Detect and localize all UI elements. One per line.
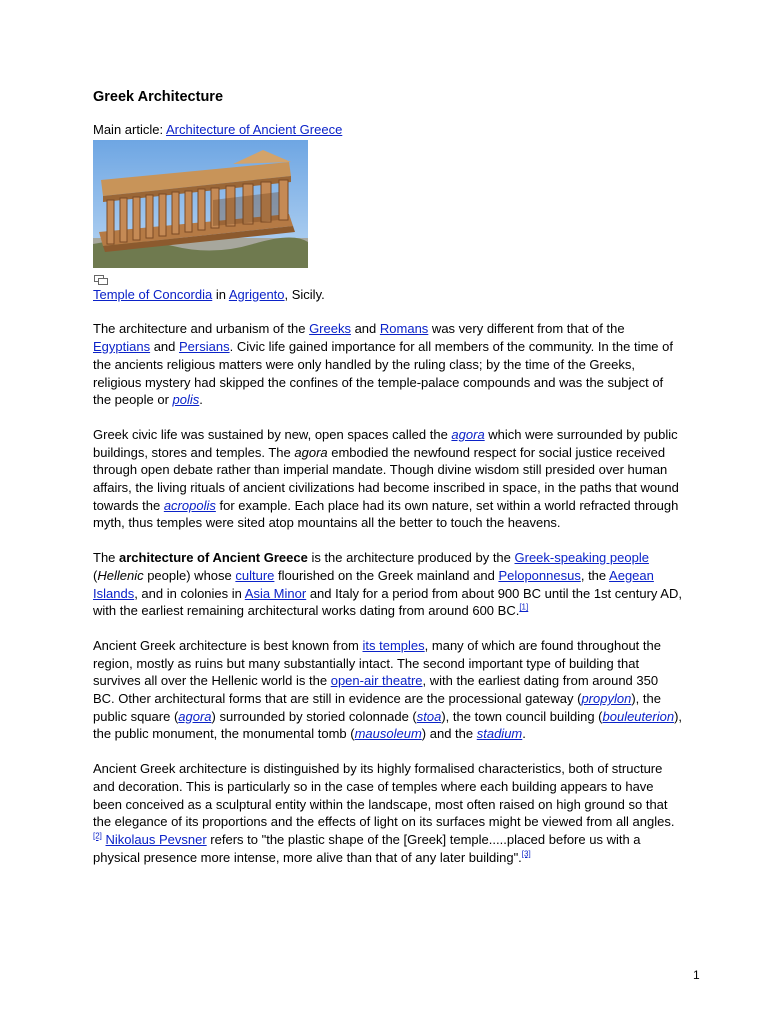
asia-minor-link[interactable]: Asia Minor: [244, 585, 307, 601]
agrigento-link[interactable]: Agrigento: [228, 286, 285, 302]
text-run: , with the earliest dating from around 350 BC. Other architectural forms that are still in evidence are the processional gateway (: [93, 673, 659, 707]
bouleuterion-link[interactable]: bouleuterion: [602, 708, 675, 724]
text-run: for example. Each place had its own nature, set within a world refracted through myth, thus temples were sited atop mountains all the better to touch the heavens.: [93, 497, 679, 531]
main-article-link[interactable]: Architecture of Ancient Greece: [165, 122, 343, 137]
text-run: which were surrounded by public buildings, stores and temples. The: [93, 426, 678, 460]
text-run: embodied the newfound respect for social justice received through open debate rather than imperial mandate. Though divine wisdom still presided over human affairs, the living rituals of ancient civilizations had become inscribed in space, in the paths that wound towards the: [93, 444, 679, 513]
text-run: .: [522, 726, 526, 742]
image-caption: [93, 286, 683, 304]
text-run: people) whose: [143, 567, 236, 583]
page-number: 1: [693, 968, 700, 982]
text-run: and Italy for a period from about 900 BC until the 1st century AD, with the earliest remaining architectural works dating from around 600 BC.: [93, 585, 682, 619]
caption-text: , Sicily.: [284, 286, 325, 302]
stoa-link[interactable]: stoa: [416, 708, 442, 724]
enlarge-icon[interactable]: [94, 275, 108, 285]
temple-photo[interactable]: [93, 140, 308, 268]
caption-text: in: [212, 286, 229, 302]
main-article-note: [93, 121, 683, 139]
text-run: ), the public monument, the monumental tomb (: [93, 708, 683, 742]
mausoleum-link[interactable]: mausoleum: [354, 726, 422, 742]
reference-3-link[interactable]: [3]: [521, 849, 531, 859]
its-temples-link[interactable]: its temples: [362, 637, 425, 653]
text-run: ) and the: [421, 726, 477, 742]
open-air-theatre-link[interactable]: open-air theatre: [330, 673, 423, 689]
culture-link[interactable]: culture: [235, 567, 275, 583]
italic-term: Hellenic: [97, 567, 144, 583]
text-run: , many of which are found throughout the region, mostly as ruins but many substantially intact. The second important type of building that survives all over the Hellenic world is the: [93, 637, 661, 689]
paragraph-urbanism: [93, 320, 683, 409]
paragraph-characteristics: [93, 760, 683, 866]
nikolaus-pevsner-link[interactable]: Nikolaus Pevsner: [105, 831, 207, 847]
greek-speaking-people-link[interactable]: Greek-speaking people: [514, 550, 649, 566]
reference-2-link[interactable]: [2]: [93, 831, 102, 841]
text-run: is the architecture produced by the: [307, 550, 515, 566]
page-title: Greek Architecture: [93, 89, 224, 105]
persians-link[interactable]: Persians: [179, 339, 230, 355]
agora-link-2[interactable]: agora: [178, 708, 212, 724]
paragraph-building-types: [93, 637, 683, 743]
egyptians-link[interactable]: Egyptians: [93, 339, 151, 355]
text-run: . Civic life gained importance for all members of the community. In the time of the ancients religious matters were only handled by the ruling class; by the time of the Greeks, religious mystery had skipped the confines of the temple-palace compounds and was the subject of the people or: [93, 339, 673, 408]
main-article-prefix: Main article:: [93, 122, 166, 137]
italic-term: agora: [294, 444, 328, 460]
text-run: and: [350, 321, 380, 337]
propylon-link[interactable]: propylon: [581, 691, 632, 707]
text-run: and: [150, 339, 180, 355]
temple-of-concordia-image: [93, 140, 308, 268]
text-run: The architecture and urbanism of the: [93, 321, 310, 337]
text-run: Greek civic life was sustained by new, open spaces called the: [93, 426, 452, 442]
text-run: The: [93, 550, 120, 566]
text-run: ), the town council building (: [441, 708, 603, 724]
text-run: flourished on the Greek mainland and: [274, 567, 499, 583]
text-run: .: [199, 392, 203, 408]
text-run: , the: [580, 567, 610, 583]
text-run: Ancient Greek architecture is best known from: [93, 637, 363, 653]
romans-link[interactable]: Romans: [379, 321, 429, 337]
text-run: (: [93, 567, 98, 583]
paragraph-definition: [93, 549, 683, 620]
text-run: was very different from that of the: [428, 321, 625, 337]
document-page: [93, 85, 683, 866]
text-run: Ancient Greek architecture is distinguished by its highly formalised characteristics, both of structure and decoration. This is particularly so in the case of temples where each building appears to have been conceived as a sculptural entity within the landscape, most often raised on high ground so that the elegance of its proportions and the effects of light on its surfaces might be viewed from all angles.: [93, 761, 675, 830]
reference-1-link[interactable]: [1]: [519, 602, 529, 612]
text-run: refers to "the plastic shape of the [Greek] temple.....placed before us with a physical presence more intense, more alive than that of any later building".: [93, 831, 641, 865]
temple-of-concordia-link[interactable]: Temple of Concordia: [93, 286, 213, 302]
greeks-link[interactable]: Greeks: [309, 321, 351, 337]
paragraph-civic-life: [93, 426, 683, 532]
text-run: , and in colonies in: [134, 585, 245, 601]
agora-link[interactable]: agora: [451, 426, 485, 442]
bold-term: architecture of Ancient Greece: [119, 550, 308, 566]
polis-link[interactable]: polis: [172, 392, 200, 408]
text-run: ) surrounded by storied colonnade (: [211, 708, 417, 724]
stadium-link[interactable]: stadium: [476, 726, 523, 742]
text-run: ), the public square (: [93, 691, 661, 724]
acropolis-link[interactable]: acropolis: [163, 497, 216, 513]
peloponnesus-link[interactable]: Peloponnesus: [498, 567, 581, 583]
aegean-islands-link[interactable]: Aegean Islands: [93, 567, 654, 601]
